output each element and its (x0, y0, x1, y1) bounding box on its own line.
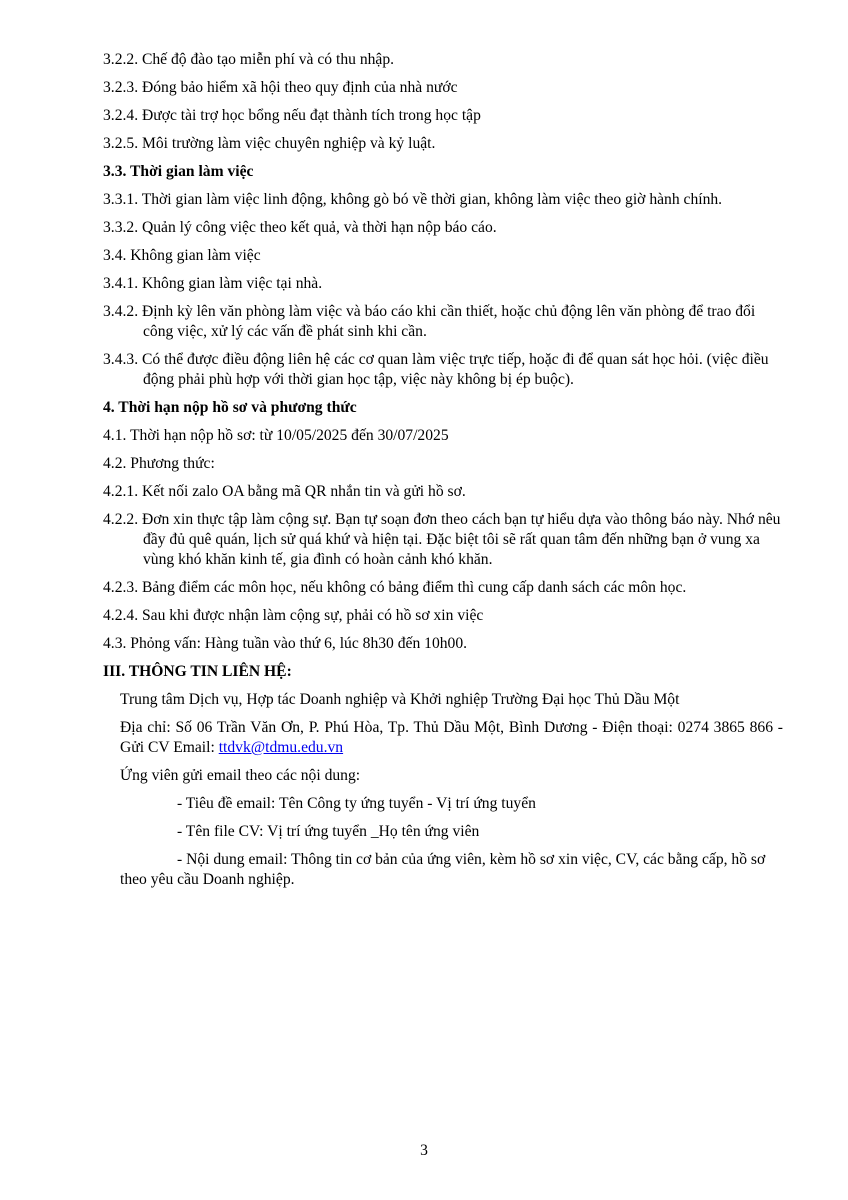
list-item: 3.2.5. Môi trường làm việc chuyên nghiệp và kỷ luật. (103, 135, 436, 152)
method-heading: 4.2. Phương thức: (103, 455, 215, 472)
list-item: 3.2.4. Được tài trợ học bổng nếu đạt thành tích trong học tập (103, 107, 481, 124)
list-item: 3.3.1. Thời gian làm việc linh động, không gò bó về thời gian, không làm việc theo giờ hành chính. (103, 191, 723, 208)
list-item: 4.2.3. Bảng điểm các môn học, nếu không có bảng điểm thì cung cấp danh sách các môn học. (103, 579, 687, 596)
page-content (103, 50, 783, 898)
list-item: 4.2.4. Sau khi được nhận làm cộng sự, phải có hồ sơ xin việc (103, 607, 484, 624)
deadline-text: 4.1. Thời hạn nộp hồ sơ: từ 10/05/2025 đến 30/07/2025 (103, 427, 449, 444)
page-number: 3 (420, 1142, 428, 1159)
section-heading-contact: III. THÔNG TIN LIÊN HỆ: (103, 663, 292, 680)
address-line (120, 718, 783, 758)
interview-text: 4.3. Phỏng vấn: Hàng tuần vào thứ 6, lúc 8h30 đến 10h00. (103, 635, 468, 652)
list-item: 3.4.1. Không gian làm việc tại nhà. (103, 275, 323, 292)
list-item: 3.4.2. Định kỳ lên văn phòng làm việc và báo cáo khi cần thiết, hoặc chủ động lên văn phòng để trao đổi công việc, xử lý các vấn đề phát sinh khi cần. (103, 303, 756, 340)
contact-block (103, 690, 783, 890)
section-heading-3-4: 3.4. Không gian làm việc (103, 247, 261, 264)
instructions-heading: Ứng viên gửi email theo các nội dung: (120, 767, 361, 784)
list-item: 3.2.3. Đóng bảo hiểm xã hội theo quy định của nhà nước (103, 79, 458, 96)
list-item: 3.4.3. Có thể được điều động liên hệ các cơ quan làm việc trực tiếp, hoặc đi để quan sát học hỏi. (việc điều động phải phù hợp với thời gian học tập, việc này không bị ép buộc). (103, 351, 769, 388)
section-heading-4: 4. Thời hạn nộp hồ sơ và phương thức (103, 399, 357, 416)
email-link[interactable]: ttdvk@tdmu.edu.vn (218, 739, 344, 756)
address-text: Địa chỉ: Số 06 Trần Văn Ơn, P. Phú Hòa, Tp. Thủ Dầu Một, Bình Dương - Điện thoại: 0274 3865 866 - Gửi CV Email: (120, 719, 783, 756)
instruction-item: - Nội dung email: Thông tin cơ bản của ứng viên, kèm hồ sơ xin việc, CV, các bằng cấp, hồ sơ theo yêu cầu Doanh nghiệp. (120, 851, 766, 888)
center-name: Trung tâm Dịch vụ, Hợp tác Doanh nghiệp và Khởi nghiệp Trường Đại học Thủ Dầu Một (120, 691, 680, 708)
list-item: 3.2.2. Chế độ đào tạo miễn phí và có thu nhập. (103, 51, 395, 68)
list-item: 4.2.1. Kết nối zalo OA bằng mã QR nhắn tin và gửi hồ sơ. (103, 483, 466, 500)
section-heading-3-3: 3.3. Thời gian làm việc (103, 163, 254, 180)
instruction-item: - Tên file CV: Vị trí ứng tuyển _Họ tên ứng viên (177, 823, 480, 840)
instruction-item: - Tiêu đề email: Tên Công ty ứng tuyển - Vị trí ứng tuyển (177, 795, 536, 812)
list-item: 4.2.2. Đơn xin thực tập làm cộng sự. Bạn tự soạn đơn theo cách bạn tự hiểu dựa vào thông báo này. Nhớ nêu đầy đủ quê quán, lịch sử quá khứ và hiện tại. Đặc biệt tôi sẽ rất quan tâm đến những bạn ở vung xa vùng khó khăn kinh tế, gia đình có hoàn cảnh khó khăn. (103, 511, 781, 568)
list-item: 3.3.2. Quản lý công việc theo kết quả, và thời hạn nộp báo cáo. (103, 219, 497, 236)
